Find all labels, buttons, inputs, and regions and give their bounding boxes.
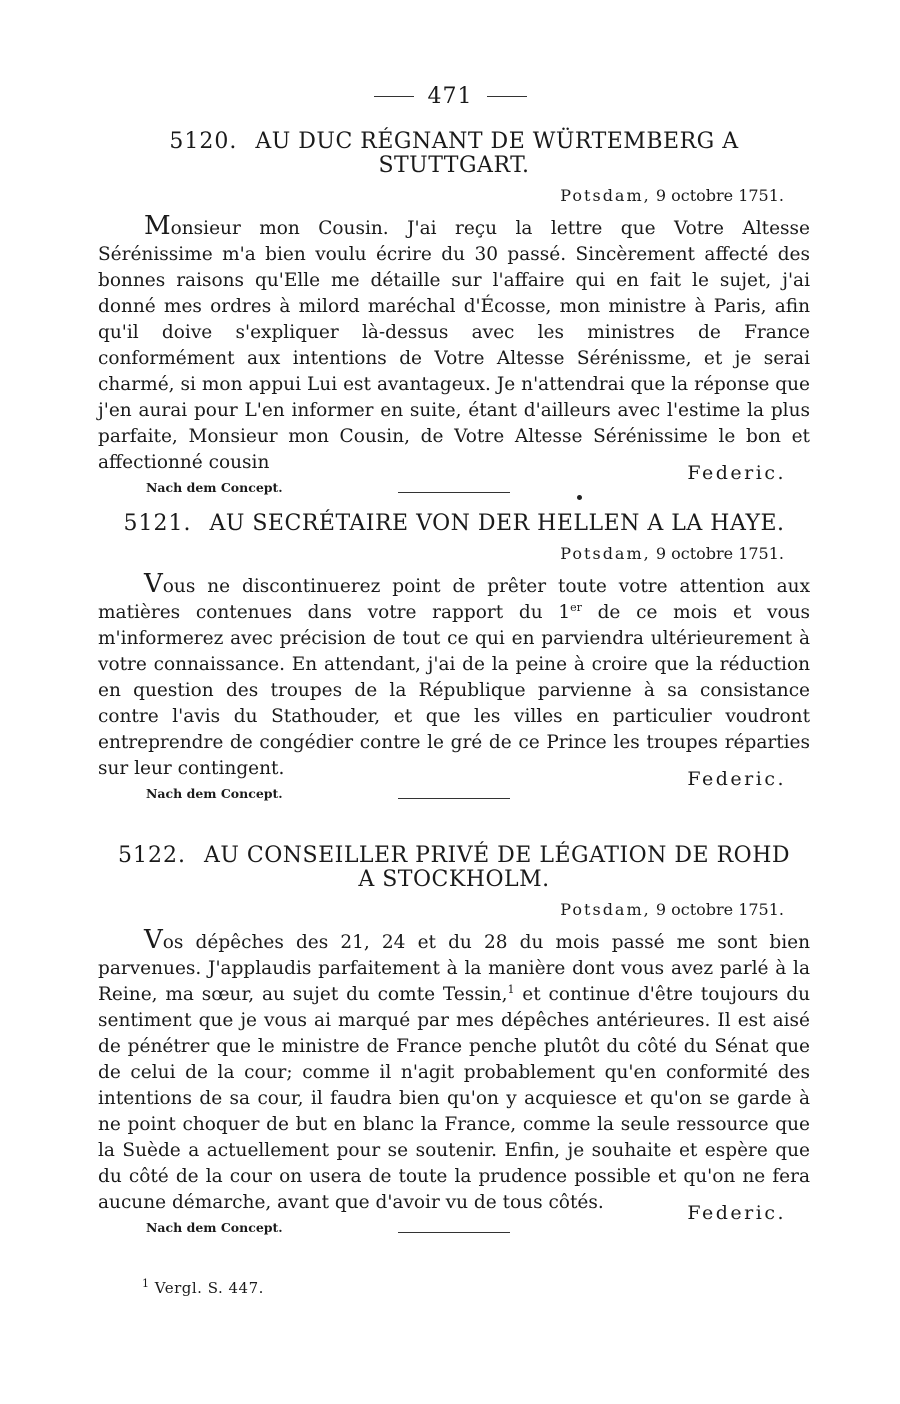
letter-5120: [98, 130, 810, 502]
body-part: Vous ne discontinuerez point de prêter toute votre attention aux matières contenues dans votre rapport du 1: [98, 569, 810, 623]
print-mark: [577, 495, 582, 500]
section-rule: [398, 492, 510, 493]
letter-dateline: [98, 900, 810, 919]
body-part: Vos dépêches des 21, 24 et du 28 du mois passé me sont bien parvenues. J'applaudis parfaitement à la manière dont vous avez parlé à la Reine, ma sœur, au sujet du comte Tessin,: [98, 925, 810, 1005]
letter-footer: [98, 478, 810, 502]
letter-heading: [98, 130, 810, 178]
letter-heading: [98, 512, 810, 536]
header-dash-left: [374, 96, 414, 97]
letter-date: 9 octobre 1751.: [655, 544, 784, 563]
source-note: Nach dem Concept.: [146, 786, 283, 801]
body-part: de ce mois et vous m'informerez avec précision de tout ce qui en parviendra ultérieurement à votre connaissance. En attendant, j'ai de la peine à croire que la réduction en question des troupes de la République parvienne à sa consistance contre l'avis du Stathouder, et que les villes en particulier voudront entreprendre de congédier contre le gré de ce Prince les troupes réparties sur leur contingent.: [98, 602, 810, 779]
source-note: Nach dem Concept.: [146, 1220, 283, 1235]
letter-place: Potsdam,: [560, 544, 651, 563]
letter-signature: Federic.: [687, 462, 786, 484]
footnote-mark: 1: [142, 1277, 150, 1290]
letter-dateline: [98, 544, 810, 563]
letter-signature: Federic.: [687, 768, 786, 790]
letter-5122: [98, 844, 810, 1242]
header-dash-right: [487, 96, 527, 97]
letter-recipient-line2: A STOCKHOLM.: [358, 867, 550, 892]
letter-5121: [98, 512, 810, 808]
section-rule: [398, 1232, 510, 1233]
letter-body: [98, 571, 810, 782]
letter-heading: [98, 844, 810, 892]
footnote-reference: 1: [507, 982, 515, 996]
letter-date: 9 octobre 1751.: [655, 900, 784, 919]
letter-number: 5120.: [169, 129, 238, 154]
letter-recipient: AU CONSEILLER PRIVÉ DE LÉGATION DE ROHD: [203, 843, 791, 868]
letter-dateline: [98, 186, 810, 205]
letter-number: 5122.: [117, 843, 186, 868]
letter-signature: Federic.: [687, 1202, 786, 1224]
section-rule: [398, 798, 510, 799]
letter-body: [98, 927, 810, 1216]
letter-place: Potsdam,: [560, 186, 651, 205]
source-note: Nach dem Concept.: [146, 480, 283, 495]
letter-footer: [98, 1218, 810, 1242]
letter-recipient: AU DUC RÉGNANT DE WÜRTEMBERG A STUTTGART.: [255, 129, 739, 178]
letter-body: Monsieur mon Cousin. J'ai reçu la lettre que Votre Altesse Sérénissime m'a bien voulu écrire du 30 passé. Sincèrement affecté des bonnes raisons qu'Elle me détaille sur l'affaire qui en fait le sujet, j'ai donné mes ordres à milord maréchal d'Écosse, mon ministre à Paris, afin qu'il doive s'expliquer là-dessus avec les ministres de France conformément aux intentions de Votre Altesse Sérénissme, et je serai charmé, si mon appui Lui est avantageux. Je n'attendrai que la réponse que j'en aurai pour L'en informer en suite, étant d'ailleurs avec l'estime la plus parfaite, Monsieur mon Cousin, de Votre Altesse Sérénissime le bon et affectionné cousin: [98, 211, 810, 473]
letter-number: 5121.: [123, 511, 192, 536]
footnote-text: Vergl. S. 447.: [154, 1279, 264, 1297]
page-header: [0, 84, 900, 109]
footnote: [142, 1277, 264, 1297]
ordinal-superscript: er: [570, 600, 582, 614]
letter-date: 9 octobre 1751.: [655, 186, 784, 205]
letter-recipient: AU SECRÉTAIRE VON DER HELLEN A LA HAYE.: [209, 511, 785, 536]
body-part: et continue d'être toujours du sentiment que je vous ai marqué par mes dépêches antérieures. Il est aisé de pénétrer que le ministre de France penche plutôt du côté du Sénat que de celui de la cour; comme il n'agit probablement qu'en conformité des intentions de sa cour, il faudra bien qu'on y acquiesce et qu'on se garde à ne point choquer de but en blanc la France, comme la seule ressource que la Suède a actuellement pour se soutenir. Enfin, je souhaite et espère que du côté de la cour on usera de toute la prudence possible et qu'on ne fera aucune démarche, avant que d'avoir vu de tous côtés.: [98, 984, 810, 1213]
letter-footer: [98, 784, 810, 808]
letter-place: Potsdam,: [560, 900, 651, 919]
page-number: 471: [427, 84, 473, 109]
